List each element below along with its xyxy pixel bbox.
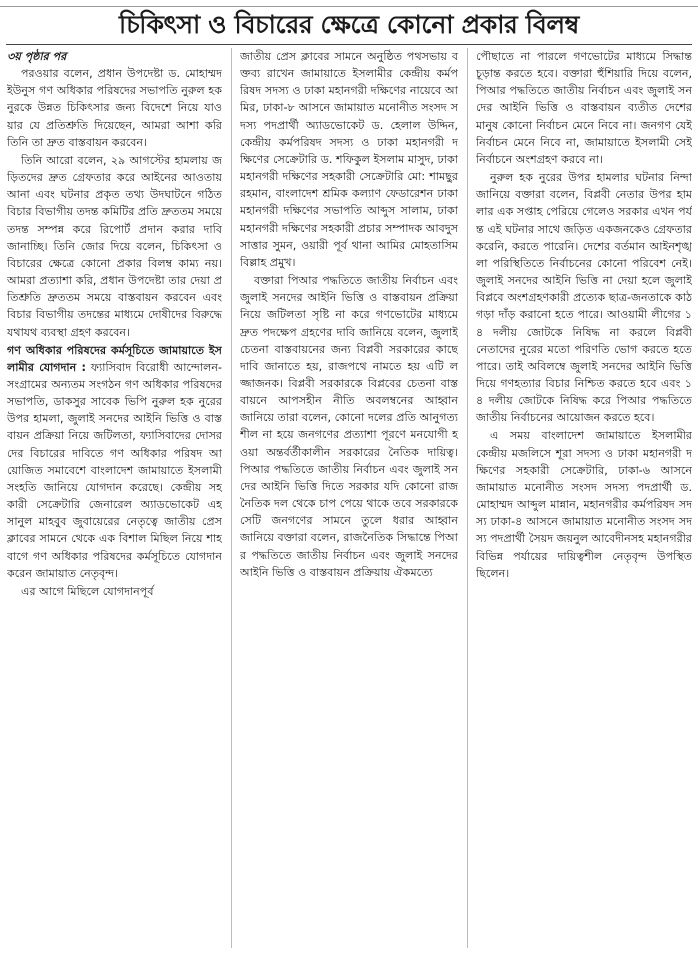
subheading: গণ অধিকার পরিষদের কর্মসূচিতে জামায়াতে ইসলামীর যোগদান :: [7, 343, 222, 374]
column-divider: [231, 48, 232, 948]
paragraph: এ সময় বাংলাদেশ জামায়াতে ইসলামীর কেন্দ্রীয় মজলিসে শূরা সদস্য ও ঢাকা মহানগরী দক্ষিণের সহকারী সেক্রেটারি, ঢাকা-৬ আসনে জামায়াত মনোনীত সংসদ সদস্য পদপ্রার্থী ড. মোহাম্মদ আব্দুল মান্নান, মহানগরীর কর্মপরিষদ সদস্য ঢাকা-৪ আসনে জামায়াত মনোনীত সংসদ সদস্য পদপ্রার্থী সৈয়দ জয়নুল আবেদীনসহ মহানগরীর বিভিন্ন পর্যায়ের দায়িত্বশীল নেতৃবৃন্দ উপস্থিত ছিলেন।: [476, 429, 692, 580]
paragraph: এর আগে মিছিলে যোগদানপূর্ব: [21, 584, 154, 598]
subhead-paragraph: [7, 342, 222, 582]
headline-rule: [6, 44, 692, 45]
paragraph: পৌছাতে না পারলে গণভোটের মাধ্যমে সিদ্ধান্ত চূড়ান্ত করতে হবে। বক্তারা হুঁশিয়ারি দিয়ে বলেন, পিআর পদ্ধতিতে জাতীয় নির্বাচন এবং জুলাই সনদের আইনি ভিত্তি ও বাস্তবায়ন ব্যতীত দেশের মানুষ কোনো নির্বাচন মেনে নিবে না। জনগণ যেই নির্বাচন মেনে নিবে না, জামায়াতে ইসলামী সেই নির্বাচনে অংশগ্রহণ করবে না।: [476, 50, 692, 166]
top-border: [0, 0, 698, 7]
headline: চিকিৎসা ও বিচারের ক্ষেত্রে কোনো প্রকার বিলম্ব: [119, 10, 579, 39]
paragraph: নুরুল হক নুরের উপর হামলার ঘটনার নিন্দা জানিয়ে বক্তারা বলেন, বিপ্লবী নেতার উপর হামলার এক সপ্তাহ পেরিয়ে গেলেও সরকার এখন পর্যন্ত এই ঘটনার সাথে জড়িত একজনকেও গ্রেফতার করেনি, করতে পারেনি। দেশের বর্তমান আইনশৃঙ্খলা পরিস্থিতিতে নির্বাচনের কোনো পরিবেশ নেই। জুলাই সনদের আইনি ভিত্তি না দেয়া হলে জুলাই বিপ্লবে অংশগ্রহণকারী প্রত্যেক ছাত্র-জনতাকে কাঠগড়া দাঁড় করানো হতে পারে। আওয়ামী লীগের ১৪ দলীয় জোটকে নিষিদ্ধ না করলে বিপ্লবী নেতাদের নুরের মতো পরিণতি ভোগ করতে হতে পারে। তাই অবিলম্বে জুলাই সনদের আইনি ভিত্তি দিয়ে গণহত্যার বিচার নিশ্চিত করতে হবে এবং ১৪ দলীয় জোটকে নিষিদ্ধ করে পিআর পদ্ধতিতে জাতীয় নির্বাচনের আয়োজন করতে হবে।: [476, 171, 692, 425]
continued-marker: ৩য় পৃষ্ঠার পর: [7, 50, 67, 63]
paragraph: তিনি আরো বলেন, ২৯ আগস্টের হামলায় জড়িতদের দ্রুত গ্রেফতার করে আইনের আওতায় আনা এবং ঘটনার প্রকৃত তথ্য উদঘাটনে গঠিত বিচার বিভাগীয় তদন্ত কমিটির প্রতি দ্রুততম সময়ে তদন্ত সম্পন্ন করে রিপোর্ট প্রদান করার দাবি জানাচ্ছি। তিনি জোর দিয়ে বলেন, চিকিৎসা ও বিচারের ক্ষেত্রে কোনো প্রকার বিলম্ব কাম্য নয়। আমরা প্রত্যাশা করি, প্রধান উপদেষ্টা তার দেয়া প্রতিশ্রুতি দ্রুততম সময়ে বাস্তবায়ন করবেন এবং বিচার বিভাগীয় তদন্তের মাধ্যমে দোষীদের বিরুদ্ধে যথাযথ ব্যবস্থা গ্রহণ করবেন।: [7, 153, 222, 339]
paragraph: বক্তারা পিআর পদ্ধতিতে জাতীয় নির্বাচন এবং জুলাই সনদের আইনি ভিত্তি ও বাস্তবায়ন প্রক্রিয়া নিয়ে জটিলতা সৃষ্টি না করে গণভোটের মাধ্যমে দ্রুত পদক্ষেপ গ্রহণের দাবি জানিয়ে বলেন, জুলাই চেতনা বাস্তবায়নের জন্য বিপ্লবী সরকারের কাছে দাবি জানাতে হয়, রাজপথে নামতে হয় এটি লজ্জাজনক। বিপ্লবী সরকারকে বিপ্লবের চেতনা বাস্তবায়নে আপসহীন নীতি অবলম্বনের আহ্বান জানিয়ে তারা বলেন, কোনো দলের প্রতি আনুগত্যশীল না হয়ে জনগণের প্রত্যাশা পূরণে মনযোগী হওয়া অন্তর্বর্তীকালীন সরকারের নৈতিক দায়িত্ব। পিআর পদ্ধতিতে জাতীয় নির্বাচন এবং জুলাই সনদের আইনি ভিত্তি দিতে সরকার যদি কোনো রাজনৈতিক দল থেকে চাপ পেয়ে থাকে তবে সরকারকে সেটি জনগণের সামনে তুলে ধরার আহ্বান জানিয়ে বক্তারা বলেন, রাজনৈতিক সিদ্ধান্তে পিআর পদ্ধতিতে জাতীয় নির্বাচন এবং জুলাই সনদের আইনি ভিত্তি ও বাস্তবায়ন প্রক্রিয়ায় ঐকমত্যে: [240, 274, 458, 579]
column-divider: [467, 48, 468, 948]
paragraph: জাতীয় প্রেস ক্লাবের সামনে অনুষ্ঠিত পথসভায় বক্তব্য রাখেন জামায়াতে ইসলামীর কেন্দ্রীয় কর্মপরিষদ সদস্য ও ঢাকা মহানগরী দক্ষিণের নায়েবে আমির, ঢাকা-৮ আসনে জামায়াত মনোনীত সংসদ সদস্য পদপ্রার্থী অ্যাডভোকেট ড. হেলাল উদ্দিন, কেন্দ্রীয় কর্মপরিষদ সদস্য ও ঢাকা মহানগরী দক্ষিণের সেক্রেটারি ড. শফিকুল ইসলাম মাসুদ, ঢাকা মহানগরী দক্ষিণের সহকারী সেক্রেটারি মো: শামছুর রহমান, বাংলাদেশ শ্রমিক কল্যাণ ফেডারেশন ঢাকা মহানগরী দক্ষিণের সভাপতি আব্দুস সালাম, ঢাকা মহানগরী দক্ষিণের সহকারী প্রচার সম্পাদক আবদুস সাত্তার সুমন, ওয়ারী পূর্ব থানা আমির মোহতাসিম বিল্লাহ প্রমুখ।: [240, 50, 458, 269]
column-2: [240, 48, 458, 948]
paragraph: পরওয়ার বলেন, প্রধান উপদেষ্টা ড. মোহাম্মদ ইউনুস গণ অধিকার পরিষদের সভাপতি নুরুল হক নুরকে উন্নত চিকিৎসার জন্য বিদেশে নিয়ে যাওয়ার যে প্রতিশ্রুতি দিয়েছেন, আমরা আশা করি তিনি তা দ্রুত বাস্তবায়ন করবেন।: [7, 67, 222, 149]
column-1: [7, 48, 222, 948]
paragraph-text: ফ্যাসিবাদ বিরোধী আন্দোলন-সংগ্রামের অন্যতম সংগঠন গণ অধিকার পরিষদের সভাপতি, ডাকসুর সাবেক ভিপি নুরুল হক নুরের উপর হামলা, জুলাই সনদের আইনি ভিত্তি ও বাস্তবায়ন প্রক্রিয়া নিয়ে জটিলতা, ফ্যাসিবাদের দোসরদের বিচারের দাবিতে গণ অধিকার পরিষদ আয়োজিত সমাবেশে বাংলাদেশ জামায়াতে ইসলামী সংহতি জানিয়ে যোগদান করেছে। কেন্দ্রীয় সহকারী সেক্রেটারি জেনারেল অ্যাডভোকেট এহসানুল মাহবুব জুবায়েরের নেতৃত্বে জাতীয় প্রেস ক্লাবের সামনে থেকে এক বিশাল মিছিল নিয়ে শাহবাগে গণ অধিকার পরিষদের কর্মসূচিতে যোগদান করেন জামায়াত নেতৃবৃন্দ।: [7, 360, 222, 580]
column-3: [476, 48, 692, 948]
